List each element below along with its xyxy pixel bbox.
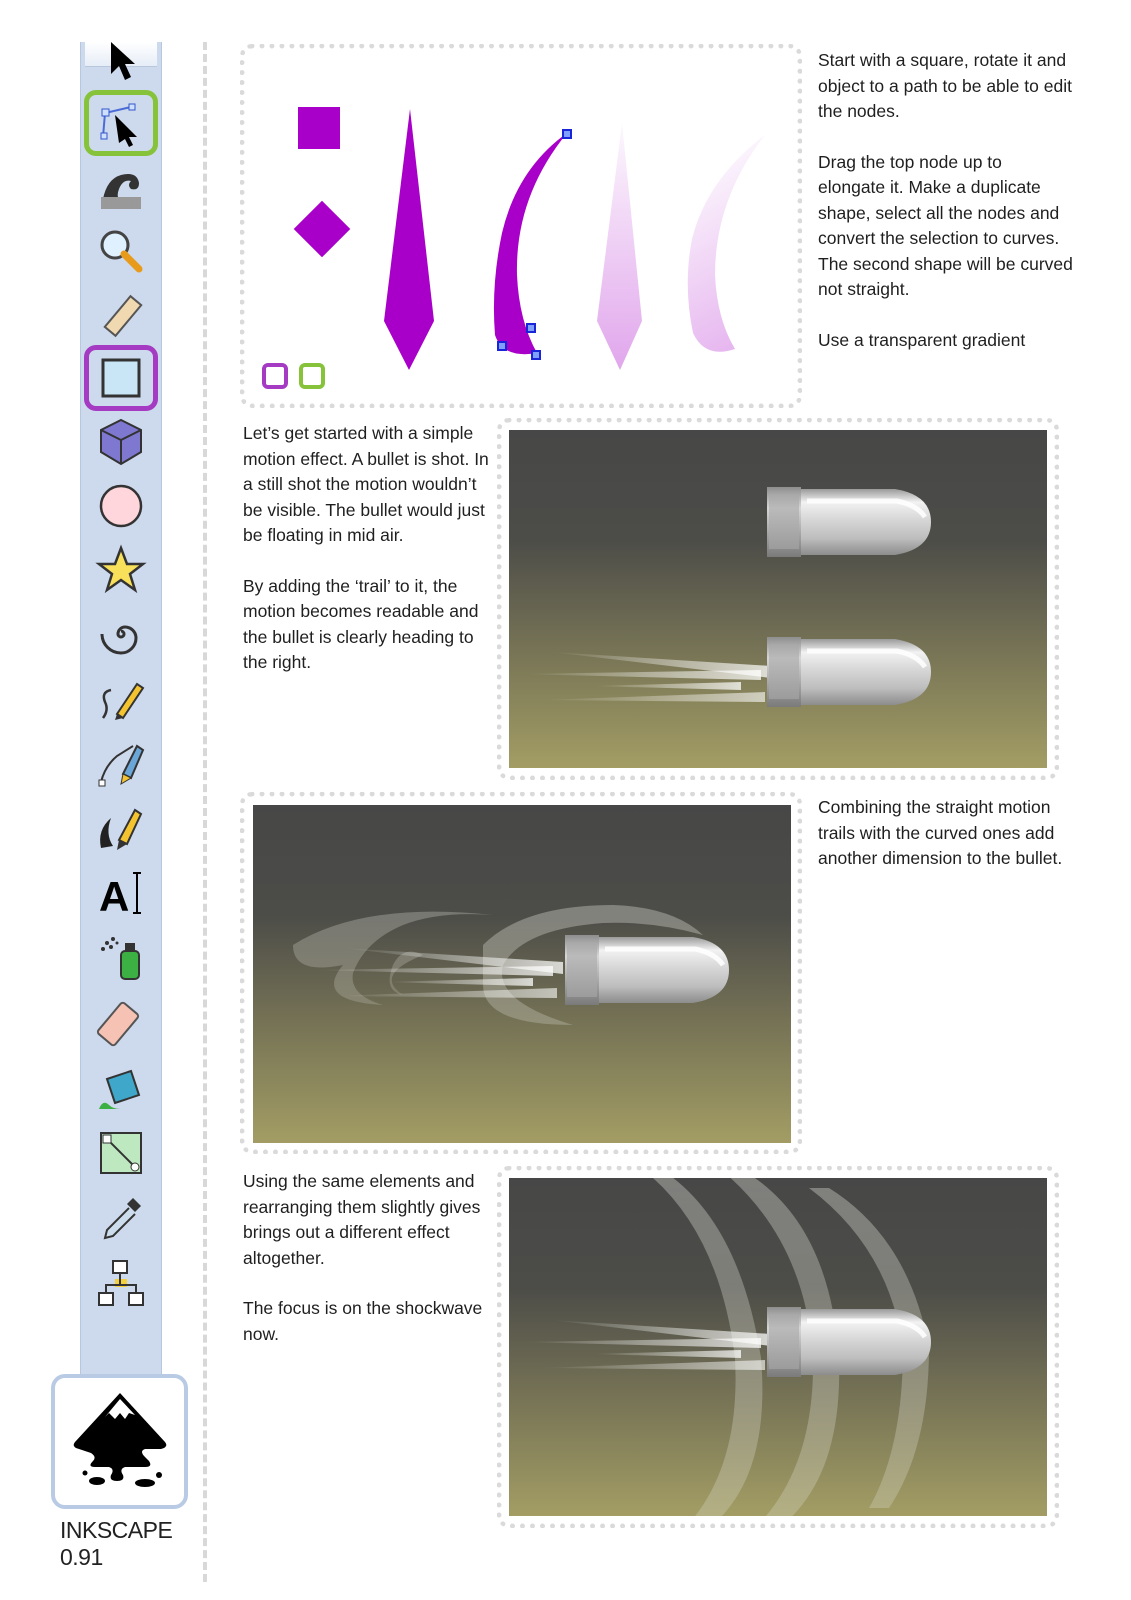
step2-paragraph: Let’s get started with a simple motion effect. A bullet is shot. In a still shot the motion wouldn’t be visible. The bullet would just be floating in mid air. bbox=[243, 423, 489, 545]
eraser-tool-button[interactable] bbox=[84, 989, 158, 1055]
zoom-tool-button[interactable] bbox=[84, 218, 158, 284]
pen-icon bbox=[93, 736, 149, 792]
tool-palette bbox=[80, 42, 162, 1412]
star-tool-button[interactable] bbox=[84, 537, 158, 603]
divider-line bbox=[203, 42, 207, 1582]
rectangle-icon bbox=[93, 350, 149, 406]
measure-icon bbox=[93, 287, 149, 343]
step1-paragraph: Drag the top node up to elongate it. Make a duplicate shape, select all the nodes and convert the selection to curves. The second shape will be curved not straight. bbox=[818, 151, 1073, 299]
bullet bbox=[565, 935, 729, 1005]
pencil-icon bbox=[93, 670, 149, 726]
ellipse-icon bbox=[93, 478, 149, 534]
shockwave-scene bbox=[509, 1178, 1047, 1516]
rectangle-tool-button[interactable] bbox=[84, 345, 158, 411]
zoom-icon bbox=[93, 223, 149, 279]
step2-instructions bbox=[243, 421, 489, 676]
step1-paragraph: Start with a square, rotate it and object to a path to be able to edit the nodes. bbox=[818, 50, 1072, 121]
svg-text:A: A bbox=[99, 873, 130, 920]
step2-paragraph: By adding the ‘trail’ to it, the motion becomes readable and the bullet is clearly heading to the right. bbox=[243, 575, 479, 672]
combined-trails-scene bbox=[253, 805, 791, 1143]
step3-instructions bbox=[818, 795, 1073, 872]
dropper-tool-button[interactable] bbox=[84, 1185, 158, 1251]
paint-bucket-icon bbox=[93, 1059, 149, 1115]
step1-instructions bbox=[818, 48, 1073, 353]
paint-bucket-tool-button[interactable] bbox=[84, 1054, 158, 1120]
step3-paragraph: Combining the straight motion trails with the curved ones add another dimension to the bullet. bbox=[818, 797, 1063, 868]
calligraphy-tool-button[interactable] bbox=[84, 795, 158, 861]
spray-tool-button[interactable] bbox=[84, 924, 158, 990]
inkscape-logo-icon bbox=[65, 1387, 175, 1497]
3d-box-icon bbox=[93, 414, 149, 470]
bullet bbox=[767, 1307, 931, 1377]
pencil-tool-button[interactable] bbox=[84, 665, 158, 731]
dropper-icon bbox=[93, 1190, 149, 1246]
spiral-tool-button[interactable] bbox=[84, 601, 158, 667]
calligraphy-icon bbox=[93, 800, 149, 856]
text-tool-button[interactable] bbox=[84, 860, 158, 926]
node-editor-icon bbox=[93, 95, 149, 151]
selector-tool-button[interactable] bbox=[84, 27, 158, 93]
node-editor-tool-button[interactable] bbox=[84, 90, 158, 156]
gradient-icon bbox=[93, 1125, 149, 1181]
ellipse-tool-button[interactable] bbox=[84, 473, 158, 539]
text-icon bbox=[93, 865, 149, 921]
star-icon bbox=[93, 542, 149, 598]
tweak-tool-button[interactable] bbox=[84, 154, 158, 220]
shockwave-panel bbox=[497, 1166, 1059, 1528]
step4-instructions bbox=[243, 1169, 489, 1347]
gradient-tool-button[interactable] bbox=[84, 1120, 158, 1186]
diamond-shape bbox=[294, 201, 351, 258]
gradient-spike-shape bbox=[597, 123, 642, 370]
purple-swatch-icon bbox=[264, 365, 286, 387]
step4-paragraph: Using the same elements and rearranging them slightly gives brings out a different effect altogether. bbox=[243, 1171, 481, 1268]
gradient-curve-shape bbox=[688, 135, 765, 352]
3d-box-tool-button[interactable] bbox=[84, 409, 158, 475]
measure-tool-button[interactable] bbox=[84, 282, 158, 348]
bullet bbox=[767, 487, 931, 557]
shapes-demo-canvas bbox=[245, 49, 797, 403]
bullet-trail-scene bbox=[509, 430, 1047, 768]
bullet bbox=[767, 637, 931, 707]
spike-shape bbox=[384, 109, 434, 370]
connector-icon bbox=[93, 1255, 149, 1311]
shapes-demo-panel bbox=[240, 44, 802, 408]
connector-tool-button[interactable] bbox=[84, 1250, 158, 1316]
selector-icon bbox=[93, 32, 149, 88]
eraser-icon bbox=[93, 994, 149, 1050]
spiral-icon bbox=[93, 606, 149, 662]
app-version-label: INKSCAPE 0.91 bbox=[60, 1517, 173, 1570]
green-swatch-icon bbox=[301, 365, 323, 387]
square-shape bbox=[298, 107, 340, 149]
spray-icon bbox=[93, 929, 149, 985]
bullet-trail-panel bbox=[497, 418, 1059, 780]
curved-spike-shape bbox=[494, 133, 567, 354]
step1-paragraph: Use a transparent gradient bbox=[818, 329, 1026, 350]
pen-tool-button[interactable] bbox=[84, 731, 158, 797]
inkscape-logo bbox=[51, 1374, 188, 1509]
scene-background bbox=[509, 430, 1047, 768]
tweak-icon bbox=[93, 159, 149, 215]
step4-paragraph: The focus is on the shockwave now. bbox=[243, 1298, 483, 1344]
combined-trails-panel bbox=[240, 792, 802, 1154]
